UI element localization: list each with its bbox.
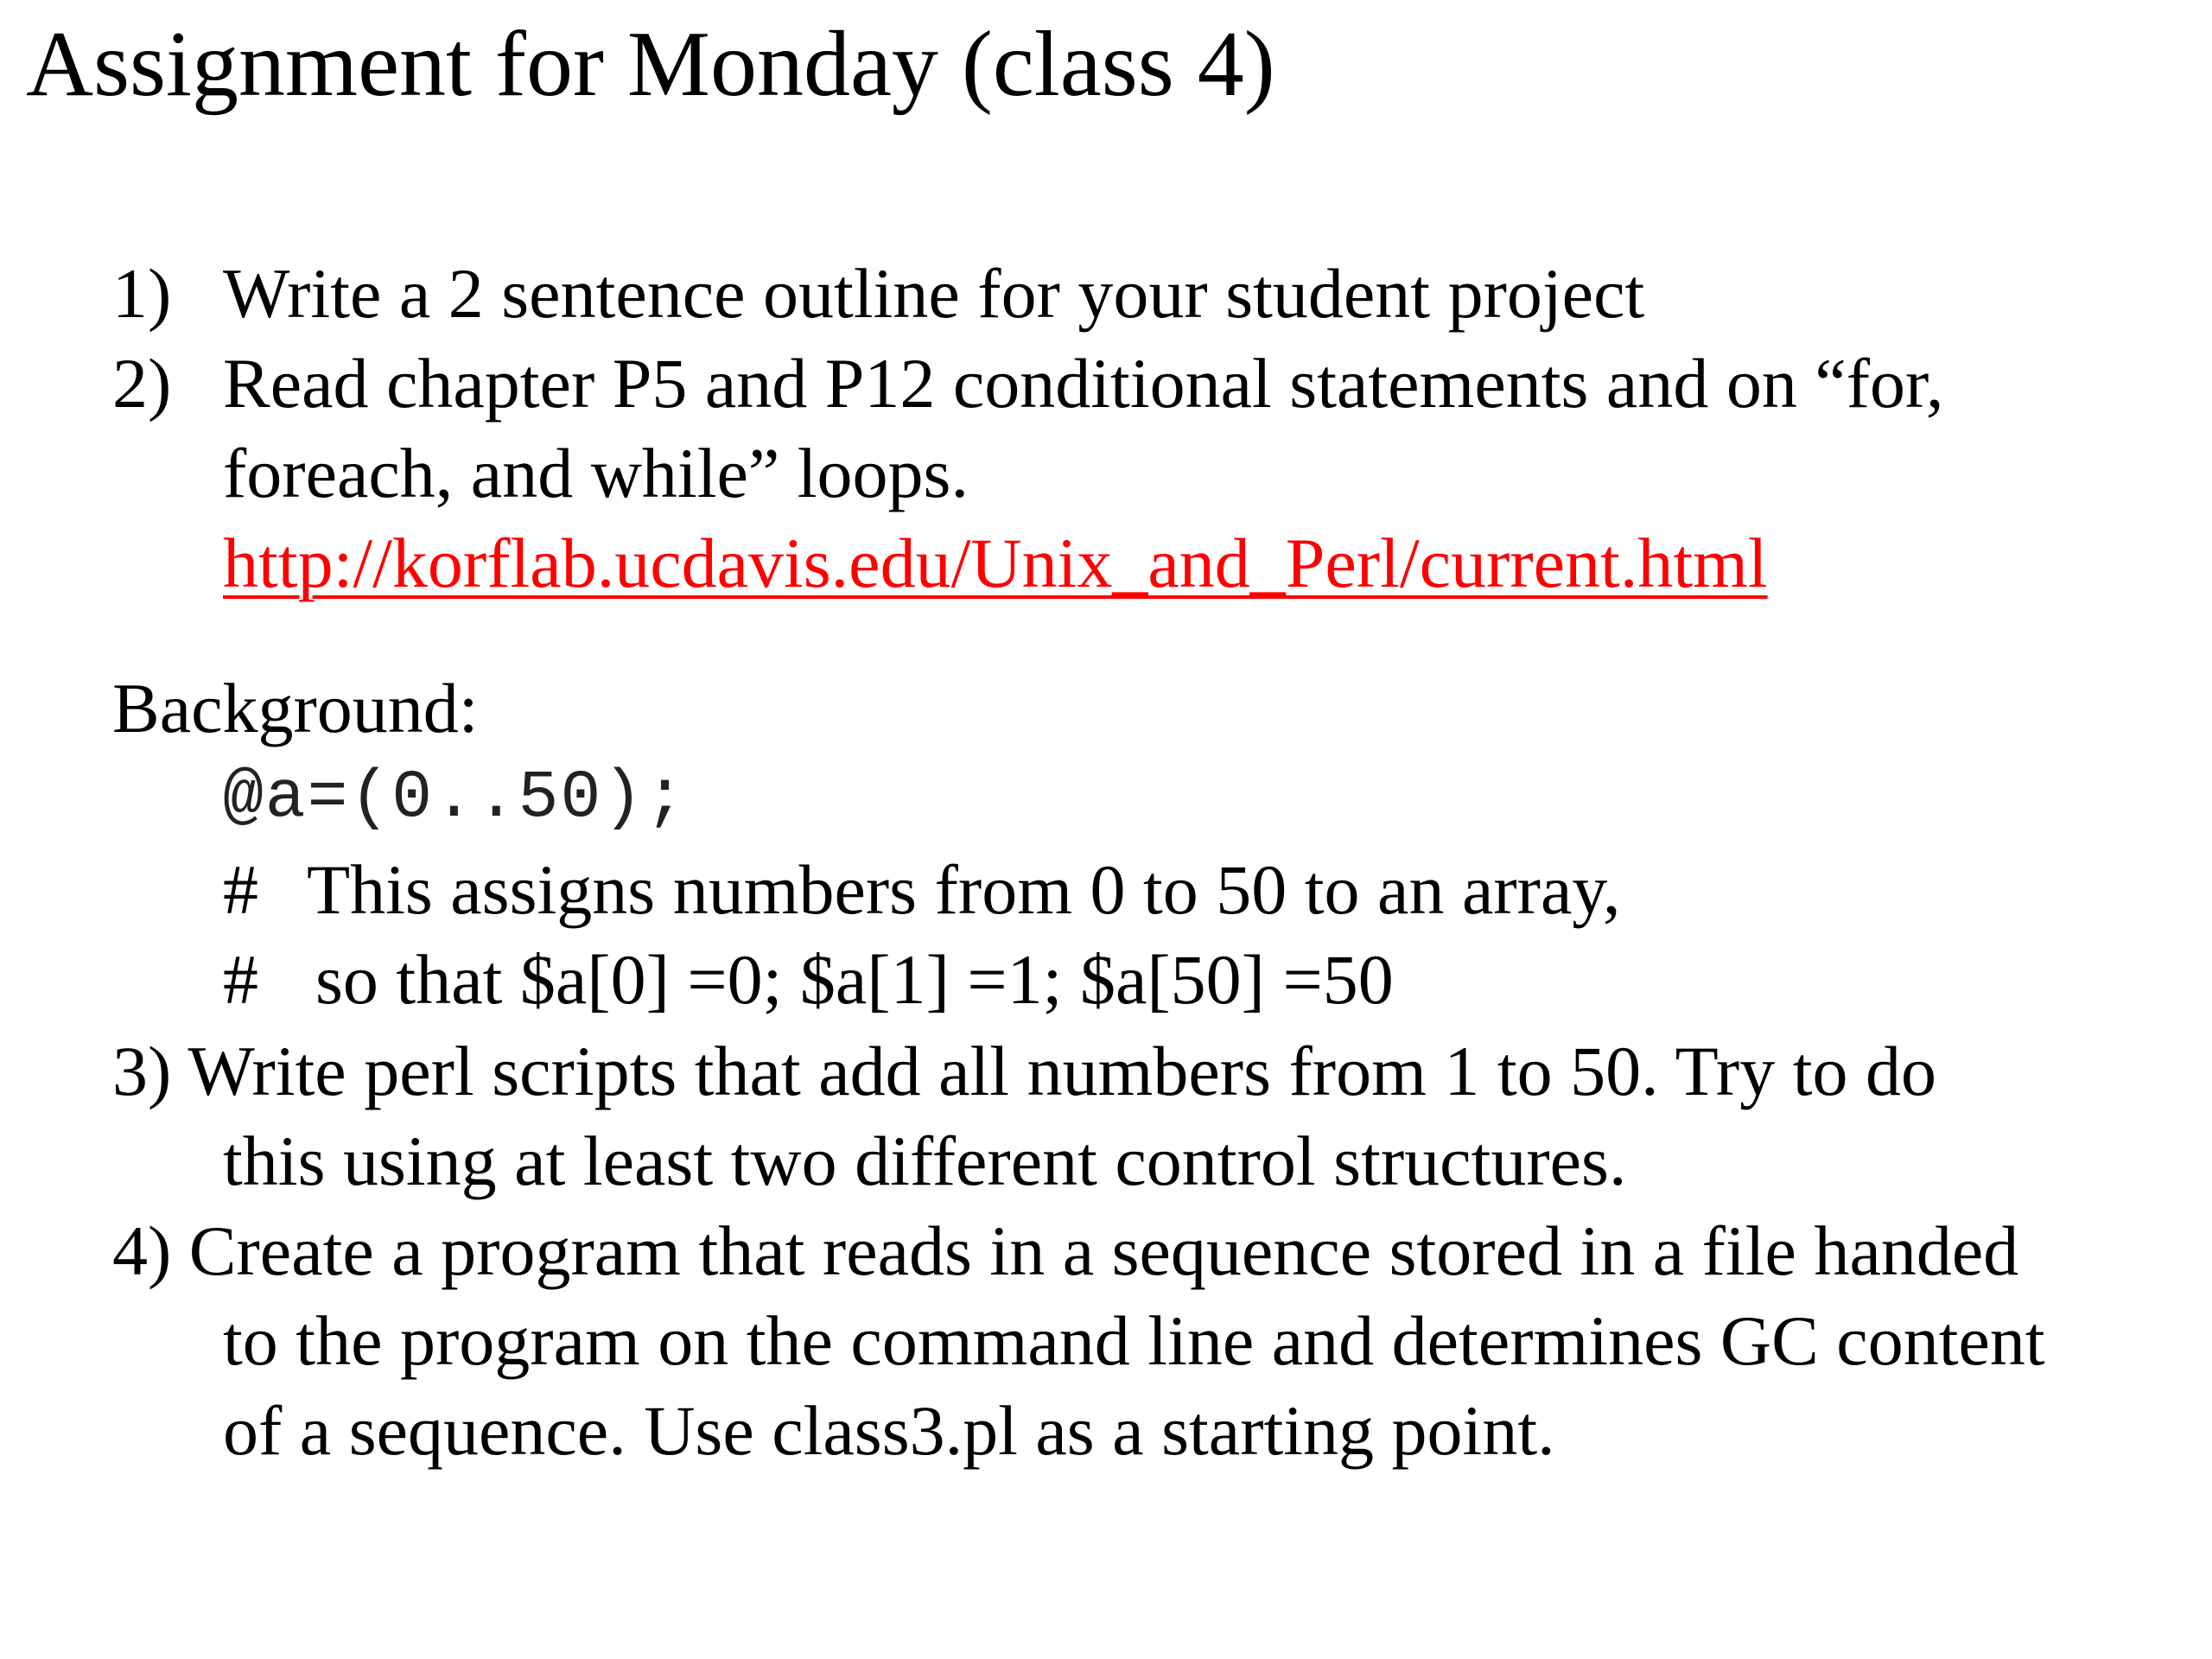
comment-marker-2: # (223, 940, 258, 1019)
item-2-text-line-1: Read chapter P5 and P12 conditional statements and on “for, (223, 344, 1944, 423)
comment-line-1: This assigns numbers from 0 to 50 to an array, (307, 850, 1621, 929)
slide-title: Assignment for Monday (class 4) (26, 13, 1275, 116)
code-snippet: @a=(0..50); (223, 760, 687, 836)
item-1-text: Write a 2 sentence outline for your student project (223, 254, 1645, 333)
course-link[interactable]: http://korflab.ucdavis.edu/Unix_and_Perl/current.html (223, 524, 1768, 602)
item-4-line-3: of a sequence. Use class3.pl as a starting point. (223, 1391, 1555, 1470)
background-heading: Background: (112, 669, 479, 747)
comment-line-2: so that $a[0] =0; $a[1] =1; $a[50] =50 (315, 940, 1394, 1019)
item-3-line-1: 3) Write perl scripts that add all numbers from 1 to 50. Try to do (112, 1032, 1936, 1110)
item-1-number: 1) (112, 254, 172, 333)
item-4-line-2: to the program on the command line and determines GC content (223, 1301, 2045, 1380)
item-2-number: 2) (112, 344, 172, 423)
item-2-text-line-2: foreach, and while” loops. (223, 434, 969, 512)
comment-marker-1: # (223, 850, 258, 929)
item-4-line-1: 4) Create a program that reads in a sequence stored in a file handed (112, 1211, 2019, 1290)
item-3-line-2: this using at least two different control structures. (223, 1122, 1627, 1200)
